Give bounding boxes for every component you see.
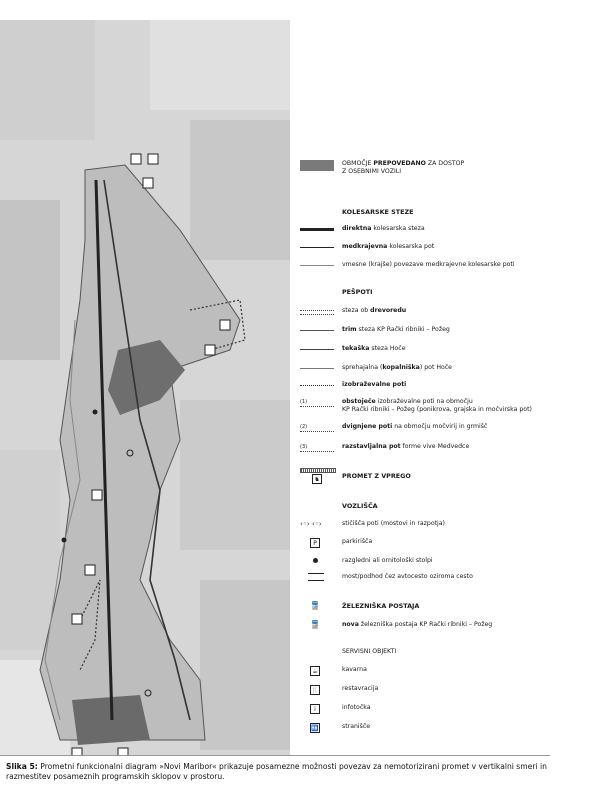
legend-text: železniška postaja KP Rački ribniki – Požeg [358, 621, 493, 628]
legend-text: Z OSEBNIMI VOZILI [342, 168, 402, 175]
train-icon: 🚆 [310, 601, 320, 610]
functional-diagram-map [0, 20, 290, 755]
map-info-icon [148, 154, 158, 164]
cafe-icon: ☕ [310, 666, 320, 676]
legend-text-bold: razstavljalna pot [342, 443, 401, 450]
restaurant-icon: 🍴 [311, 687, 319, 694]
legend-text: sprehajalna ( [342, 364, 383, 371]
legend-text-bold: kopalniška [382, 364, 420, 371]
caption-label: Slika 5: [6, 762, 38, 771]
lookout-tower-icon [313, 558, 318, 563]
legend-text-bold: direktna [342, 225, 372, 232]
bridge-icon [308, 573, 324, 581]
legend-text: kolesarska pot [387, 243, 435, 250]
legend-text: KP Rački ribniki – Požeg (ponikrova, grajska in močvirska pot) [342, 406, 532, 413]
legend-text: ) pot Hoče [419, 364, 452, 371]
map-horse-icon [205, 345, 215, 355]
legend-text: most/podhod čez avtocesto oziroma cesto [342, 573, 473, 580]
map-parking-icon [92, 490, 102, 500]
legend-text-bold: dvignjene poti [342, 423, 393, 430]
legend-text: steza ob [342, 307, 371, 314]
legend-text-bold: nova [342, 621, 359, 628]
legend-text: parkirišča [342, 538, 373, 545]
map-restaurant-icon [72, 614, 82, 624]
legend-text: izobraževalne poti na območju [375, 398, 473, 405]
map-cafe-icon [220, 320, 230, 330]
parking-icon: P [310, 538, 320, 548]
caption-divider [0, 755, 550, 756]
legend-text-bold: izobraževalne poti [342, 381, 407, 388]
horse-icon: ♞ [312, 474, 322, 484]
map-info-icon [72, 748, 82, 755]
legend-text: stičišča poti (mostovi in razpotja) [342, 520, 445, 527]
legend-text: ZA DOSTOP [425, 160, 465, 167]
legend-text: forme vive Medvedce [400, 443, 470, 450]
map-restaurant-icon [143, 178, 153, 188]
legend-text-bold: obstoječe [342, 398, 376, 405]
caption-text: Prometni funkcionalni diagram »Novi Maribor« prikazuje posamezne možnosti povezav za nemotorizirani promet v vertikalni smeri in razmestitev posameznih programskih sklopov v prostoru. [6, 762, 547, 781]
figure-caption [6, 762, 586, 782]
map-parking-icon [118, 748, 128, 755]
junction-icon: ‹◦› ‹◦› [300, 520, 322, 528]
map-lookout-tower-icon [93, 410, 98, 415]
legend-text: steza Hoče [369, 345, 406, 352]
legend-text-bold: drevoredu [370, 307, 407, 314]
map-cafe-icon [131, 154, 141, 164]
legend-text: steza KP Rački ribniki – Požeg [356, 326, 450, 333]
map-parking-icon [85, 565, 95, 575]
legend-text: stranišče [342, 723, 371, 730]
legend-text: infotočka [342, 704, 371, 711]
legend-text-bold: trim [342, 326, 357, 333]
prohibited-area-swatch [300, 160, 334, 171]
legend-text-bold: tekaška [342, 345, 370, 352]
legend-text: kolesarska steza [371, 225, 425, 232]
new-train-station-icon: 🚆 [310, 620, 320, 629]
legend-text: na območju močvirij in grmišč [392, 423, 488, 430]
legend-text: kavarna [342, 666, 367, 673]
legend-text: razgledni ali ornitološki stolpi [342, 557, 433, 564]
map-lookout-tower-icon [62, 538, 67, 543]
map-legend: OBMOČJE PREPOVEDANO ZA DOSTOP Z OSEBNIMI VOZILI KOLESARSKE STEZE direktna kolesarska steza medkrajevna kolesarska pot vmesne (krajše) povezave medkrajevne kolesarske poti PEŠPOTI steza ob drevoredu trim steza KP Rački ribniki – Požeg tekaška steza Hoče sprehajalna (kopalniška) pot Hoče izobraževalne poti (1) obstoječe izobraževalne poti na območju KP Rački ribniki – Požeg (ponikrova, grajska in močvirska pot) (2) dvignjene poti na območju močvirij in grmišč (3) razstavljalna pot forme vive Medvedce ♞ PROMET Z VPREGO VOZLIŠČA ‹◦› ‹◦› stičišča poti (mostovi in razpotja) P parkirišča razgledni ali ornitološki stolpi most/podhod čez avtocesto oziroma cesto 🚆 ŽELEZNIŠKA POSTAJA 🚆 nova železniška postaja KP Rački ribniki – Požeg SERVISNI OBJEKTI ☕ kavarna 🍴 restavracija i infotočka 🚻 stranišče [300, 160, 532, 732]
legend-text: OBMOČJE [342, 160, 374, 167]
info-icon: i [310, 704, 320, 714]
toilet-icon: 🚻 [311, 725, 319, 732]
legend-text: restavracija [342, 685, 379, 692]
legend-text-bold: medkrajevna [342, 243, 388, 250]
legend-text-bold: PREPOVEDANO [373, 160, 426, 167]
legend-text: vmesne (krajše) povezave medkrajevne kolesarske poti [342, 261, 515, 268]
